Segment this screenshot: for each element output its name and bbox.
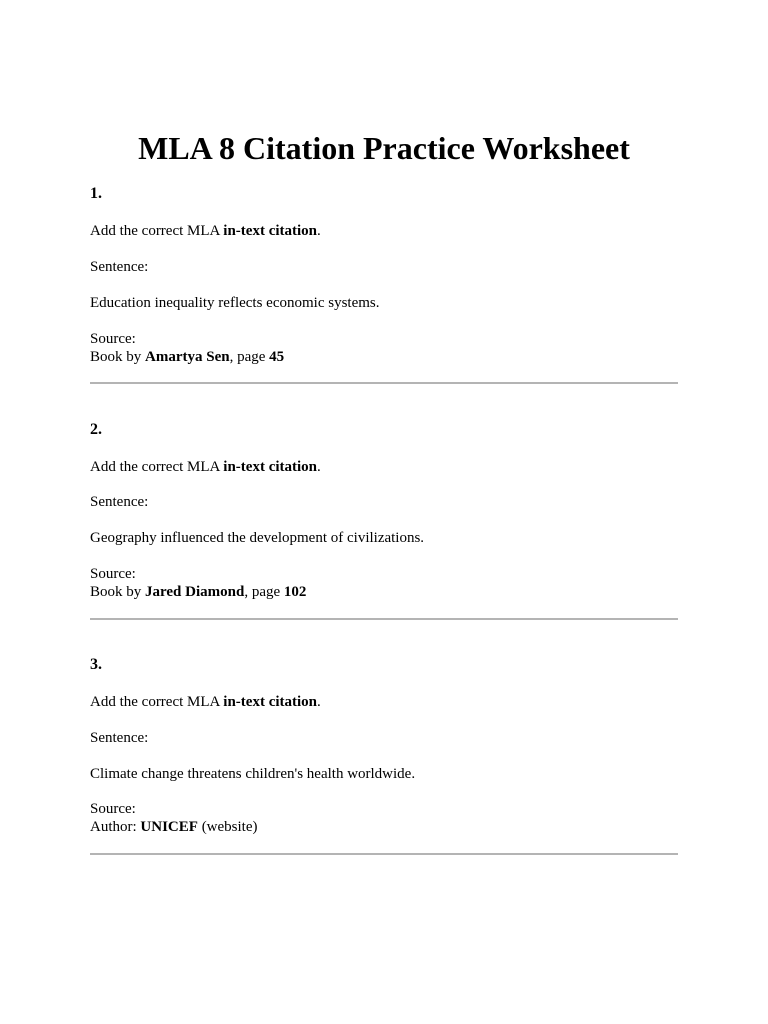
instruction-text: Add the correct MLA bbox=[90, 694, 224, 710]
source-detail bbox=[90, 583, 306, 601]
source-detail bbox=[90, 348, 284, 366]
question-number: 1. bbox=[90, 185, 102, 202]
question-number: 2. bbox=[90, 421, 102, 438]
sentence-text: Climate change threatens children's health worldwide. bbox=[90, 766, 416, 782]
instruction-end: . bbox=[317, 694, 321, 710]
instruction-text: Add the correct MLA bbox=[90, 459, 224, 475]
sentence-text: Geography influenced the development of civilizations. bbox=[90, 530, 425, 546]
section-divider bbox=[90, 382, 678, 384]
instruction-emphasis: in-text citation bbox=[223, 223, 318, 239]
source-page: 102 bbox=[283, 584, 307, 600]
sentence-label: Sentence: bbox=[90, 494, 149, 510]
source-mid: (website) bbox=[197, 819, 258, 835]
source-prefix: Book by bbox=[90, 584, 146, 600]
instruction-emphasis: in-text citation bbox=[223, 694, 318, 710]
instruction-end: . bbox=[317, 459, 321, 475]
page-title: MLA 8 Citation Practice Worksheet bbox=[138, 130, 630, 166]
sentence-label: Sentence: bbox=[90, 259, 149, 275]
source-label: Source: bbox=[90, 566, 136, 582]
section-divider bbox=[90, 853, 678, 855]
source-prefix: Book by bbox=[90, 349, 146, 365]
source-label: Source: bbox=[90, 331, 136, 347]
question-number: 3. bbox=[90, 656, 102, 673]
source-mid: , page bbox=[244, 584, 284, 600]
section-divider bbox=[90, 618, 678, 620]
source-author: Amartya Sen bbox=[145, 349, 230, 365]
instruction-emphasis: in-text citation bbox=[223, 459, 318, 475]
sentence-text: Education inequality reflects economic systems. bbox=[90, 295, 380, 311]
source-detail bbox=[90, 818, 258, 836]
source-page: 45 bbox=[269, 349, 285, 365]
instruction bbox=[90, 222, 321, 240]
sentence-label: Sentence: bbox=[90, 730, 149, 746]
source-label: Source: bbox=[90, 801, 136, 817]
source-prefix: Author: bbox=[90, 819, 141, 835]
source-author: UNICEF bbox=[140, 819, 198, 835]
source-author: Jared Diamond bbox=[145, 584, 245, 600]
source-mid: , page bbox=[229, 349, 270, 365]
instruction-text: Add the correct MLA bbox=[90, 223, 224, 239]
instruction bbox=[90, 693, 321, 711]
instruction bbox=[90, 458, 321, 476]
instruction-end: . bbox=[317, 223, 321, 239]
